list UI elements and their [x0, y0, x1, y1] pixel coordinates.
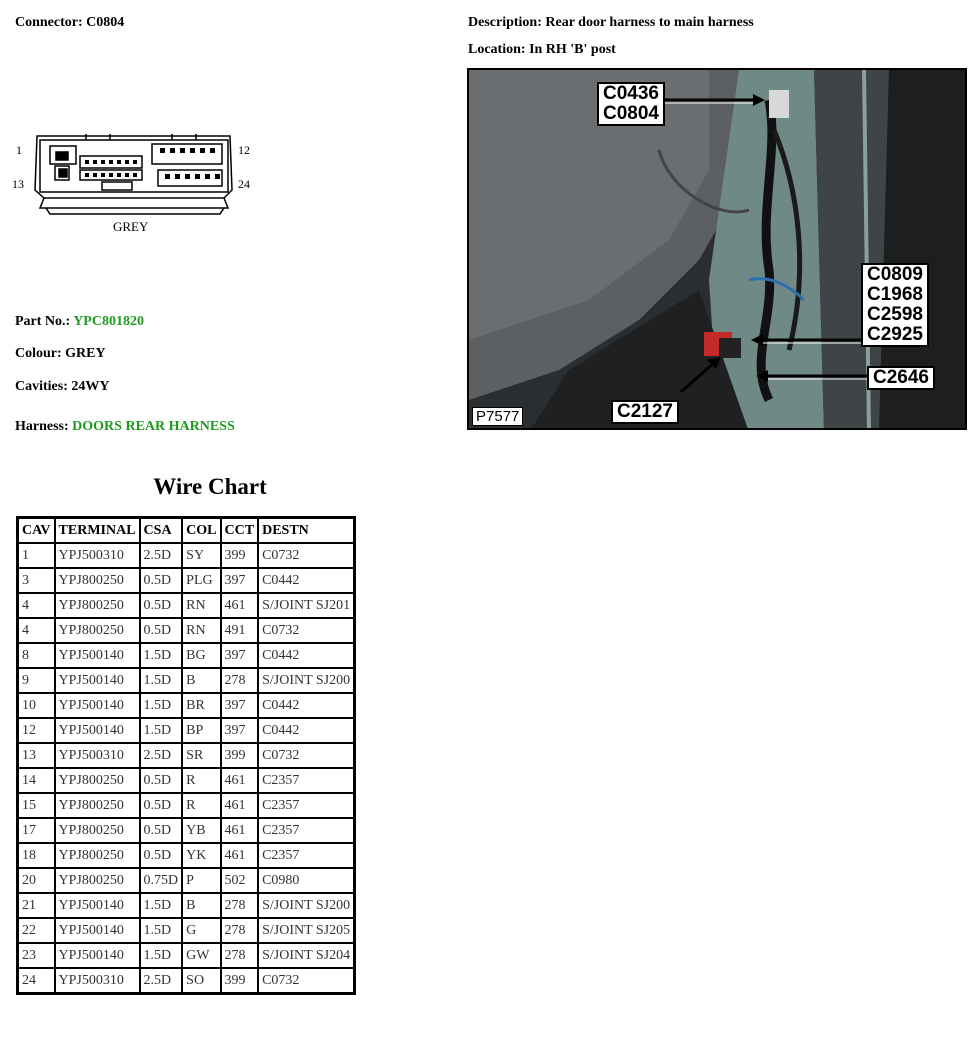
table-cell: YPJ800250	[55, 593, 140, 618]
connector-id: C0804	[86, 15, 125, 30]
table-row	[18, 818, 355, 843]
table-row	[18, 868, 355, 893]
table-cell: 2.5D	[140, 743, 183, 768]
table-cell: 0.5D	[140, 818, 183, 843]
table-cell: 461	[221, 793, 259, 818]
table-cell: 397	[221, 718, 259, 743]
table-cell: C2357	[258, 818, 355, 843]
column-header: CAV	[18, 518, 55, 544]
table-cell: C0732	[258, 743, 355, 768]
cavities-line	[15, 379, 110, 395]
table-cell: 23	[18, 943, 55, 968]
harness-label: Harness:	[15, 419, 69, 434]
table-cell: 18	[18, 843, 55, 868]
table-row	[18, 568, 355, 593]
colour-line	[15, 346, 106, 362]
table-cell: 1	[18, 543, 55, 568]
wire-chart-table	[16, 516, 356, 995]
table-row	[18, 618, 355, 643]
table-cell: 9	[18, 668, 55, 693]
table-cell: 461	[221, 593, 259, 618]
part-no-label: Part No.:	[15, 314, 71, 329]
table-cell: 1.5D	[140, 893, 183, 918]
table-cell: P	[182, 868, 220, 893]
table-cell: 24	[18, 968, 55, 994]
table-cell: 3	[18, 568, 55, 593]
table-cell: 502	[221, 868, 259, 893]
photo-ref: P7577	[472, 407, 523, 426]
table-cell: 15	[18, 793, 55, 818]
location-label: Location:	[468, 42, 526, 57]
table-cell: YPJ500140	[55, 918, 140, 943]
table-cell: YPJ800250	[55, 793, 140, 818]
harness-value: DOORS REAR HARNESS	[72, 419, 235, 434]
table-cell: YPJ500140	[55, 943, 140, 968]
table-cell: RN	[182, 593, 220, 618]
location-line	[468, 42, 616, 58]
table-row	[18, 543, 355, 568]
table-row	[18, 793, 355, 818]
column-header: DESTN	[258, 518, 355, 544]
pin-1-label: 1	[16, 143, 22, 157]
connector-label: Connector:	[15, 15, 83, 30]
table-cell: C0442	[258, 568, 355, 593]
table-cell: YPJ800250	[55, 618, 140, 643]
table-cell: R	[182, 768, 220, 793]
table-cell: 4	[18, 593, 55, 618]
table-cell: 0.5D	[140, 568, 183, 593]
table-cell: 278	[221, 918, 259, 943]
table-cell: GW	[182, 943, 220, 968]
table-cell: C2357	[258, 793, 355, 818]
table-cell: 1.5D	[140, 718, 183, 743]
table-cell: 10	[18, 693, 55, 718]
table-cell: YPJ800250	[55, 568, 140, 593]
table-cell: C0732	[258, 968, 355, 994]
table-cell: S/JOINT SJ200	[258, 893, 355, 918]
connector-color-label: GREY	[113, 219, 149, 234]
table-cell: C0442	[258, 693, 355, 718]
table-cell: 20	[18, 868, 55, 893]
table-cell: YPJ500310	[55, 543, 140, 568]
table-row	[18, 743, 355, 768]
table-cell: 491	[221, 618, 259, 643]
table-row	[18, 768, 355, 793]
table-cell: S/JOINT SJ205	[258, 918, 355, 943]
table-cell: C0732	[258, 618, 355, 643]
table-cell: RN	[182, 618, 220, 643]
table-cell: G	[182, 918, 220, 943]
table-cell: C2357	[258, 843, 355, 868]
table-cell: 399	[221, 543, 259, 568]
table-cell: 397	[221, 568, 259, 593]
table-cell: 0.75D	[140, 868, 183, 893]
table-cell: 1.5D	[140, 668, 183, 693]
table-cell: 17	[18, 818, 55, 843]
table-cell: YPJ500140	[55, 643, 140, 668]
connector-diagram	[10, 130, 270, 240]
table-cell: YPJ500140	[55, 718, 140, 743]
column-header: CSA	[140, 518, 183, 544]
table-cell: B	[182, 668, 220, 693]
table-cell: 1.5D	[140, 943, 183, 968]
connector-line	[15, 15, 124, 31]
table-cell: 461	[221, 818, 259, 843]
description-label: Description:	[468, 15, 542, 30]
cavities-label: Cavities:	[15, 379, 68, 394]
table-cell: SR	[182, 743, 220, 768]
wire-chart-body	[18, 543, 355, 994]
table-cell: 0.5D	[140, 843, 183, 868]
table-cell: 278	[221, 668, 259, 693]
wire-chart-title: Wire Chart	[153, 474, 267, 499]
table-cell: B	[182, 893, 220, 918]
table-cell: 461	[221, 843, 259, 868]
pin-13-label: 13	[12, 177, 24, 191]
table-row	[18, 918, 355, 943]
table-cell: YPJ800250	[55, 843, 140, 868]
table-cell: YPJ800250	[55, 868, 140, 893]
pin-24-label: 24	[238, 177, 250, 191]
table-cell: 14	[18, 768, 55, 793]
column-header: TERMINAL	[55, 518, 140, 544]
table-cell: C0442	[258, 643, 355, 668]
table-cell: YPJ500140	[55, 693, 140, 718]
table-cell: YPJ500310	[55, 968, 140, 994]
table-cell: 4	[18, 618, 55, 643]
table-cell: 12	[18, 718, 55, 743]
table-row	[18, 943, 355, 968]
location-text: In RH 'B' post	[529, 42, 616, 57]
table-cell: 1.5D	[140, 693, 183, 718]
cavities-value: 24WY	[71, 379, 110, 394]
callout-c0436-c0804: C0436 C0804	[597, 82, 665, 126]
table-cell: S/JOINT SJ201	[258, 593, 355, 618]
part-no-value: YPC801820	[73, 314, 144, 329]
part-no-line	[15, 314, 144, 330]
table-cell: C2357	[258, 768, 355, 793]
table-cell: YK	[182, 843, 220, 868]
table-row	[18, 968, 355, 994]
table-cell: 399	[221, 743, 259, 768]
table-cell: 278	[221, 893, 259, 918]
table-row	[18, 693, 355, 718]
wire-chart-header-row	[18, 518, 355, 544]
table-cell: BG	[182, 643, 220, 668]
table-cell: 278	[221, 943, 259, 968]
pin-12-label: 12	[238, 143, 250, 157]
colour-label: Colour:	[15, 346, 62, 361]
table-row	[18, 893, 355, 918]
table-cell: YPJ800250	[55, 768, 140, 793]
table-cell: SO	[182, 968, 220, 994]
table-cell: C0732	[258, 543, 355, 568]
column-header: COL	[182, 518, 220, 544]
table-cell: SY	[182, 543, 220, 568]
table-cell: S/JOINT SJ200	[258, 668, 355, 693]
callout-c2646: C2646	[867, 366, 935, 390]
table-row	[18, 843, 355, 868]
table-cell: 0.5D	[140, 618, 183, 643]
description-line	[468, 15, 754, 31]
callout-c2127: C2127	[611, 400, 679, 424]
table-cell: S/JOINT SJ204	[258, 943, 355, 968]
table-row	[18, 668, 355, 693]
table-row	[18, 593, 355, 618]
table-cell: BR	[182, 693, 220, 718]
table-cell: 1.5D	[140, 918, 183, 943]
table-row	[18, 643, 355, 668]
table-cell: 0.5D	[140, 768, 183, 793]
table-cell: PLG	[182, 568, 220, 593]
table-cell: YPJ500140	[55, 893, 140, 918]
table-cell: 0.5D	[140, 593, 183, 618]
table-cell: 0.5D	[140, 793, 183, 818]
table-cell: 8	[18, 643, 55, 668]
table-cell: 1.5D	[140, 643, 183, 668]
table-cell: 461	[221, 768, 259, 793]
table-cell: 2.5D	[140, 543, 183, 568]
table-cell: YPJ500310	[55, 743, 140, 768]
table-cell: 397	[221, 643, 259, 668]
harness-line	[15, 419, 235, 435]
colour-value: GREY	[65, 346, 106, 361]
table-cell: C0980	[258, 868, 355, 893]
table-cell: 21	[18, 893, 55, 918]
description-text: Rear door harness to main harness	[545, 15, 754, 30]
table-cell: YB	[182, 818, 220, 843]
table-cell: 22	[18, 918, 55, 943]
location-photo	[467, 68, 967, 430]
table-row	[18, 718, 355, 743]
table-cell: 399	[221, 968, 259, 994]
table-cell: YPJ500140	[55, 668, 140, 693]
table-cell: 2.5D	[140, 968, 183, 994]
table-cell: R	[182, 793, 220, 818]
table-cell: C0442	[258, 718, 355, 743]
table-cell: BP	[182, 718, 220, 743]
table-cell: YPJ800250	[55, 818, 140, 843]
column-header: CCT	[221, 518, 259, 544]
table-cell: 397	[221, 693, 259, 718]
callout-c0809-group: C0809 C1968 C2598 C2925	[861, 263, 929, 347]
table-cell: 13	[18, 743, 55, 768]
